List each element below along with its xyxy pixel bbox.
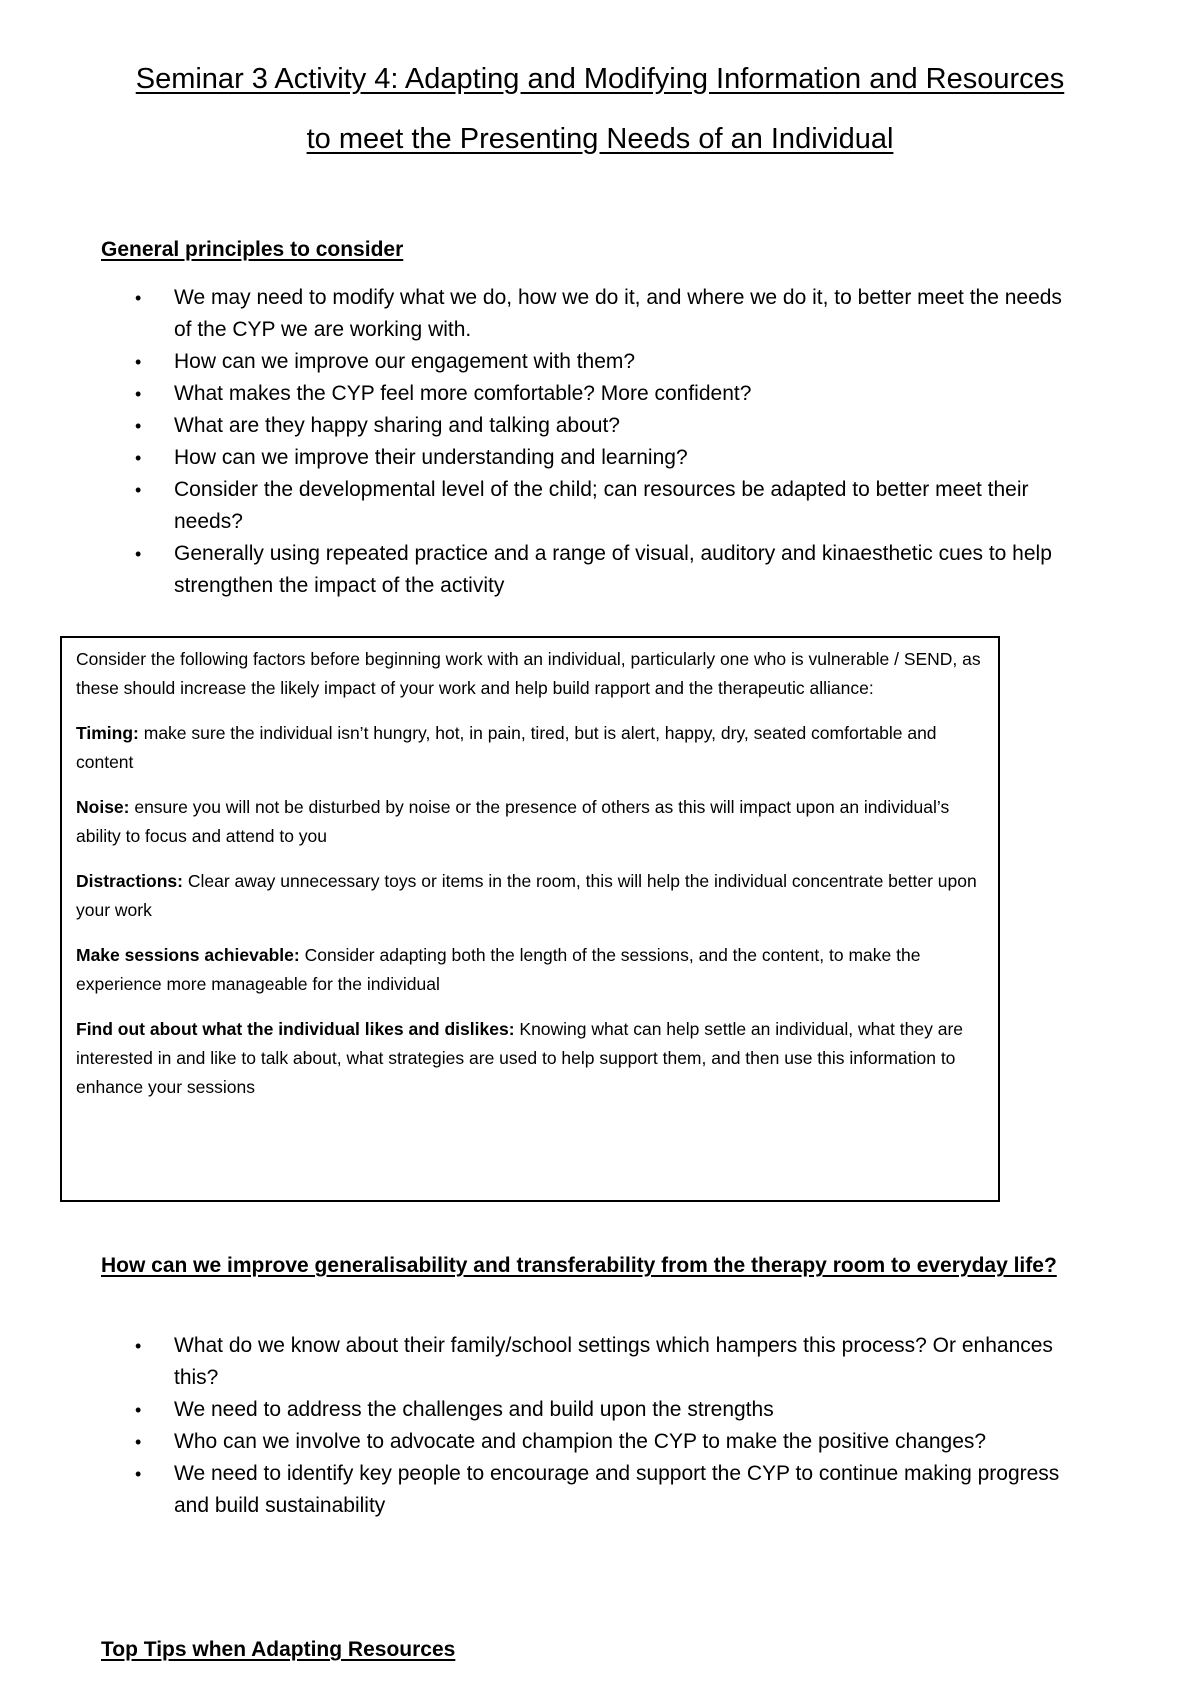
factor-likes-dislikes	[76, 1015, 998, 1102]
list-item	[101, 442, 1081, 474]
list-item	[101, 410, 1081, 442]
list-item-text: Generally using repeated practice and a range of visual, auditory and kinaesthetic cues to help strengthen the impact of the activity	[174, 542, 1052, 597]
list-item	[101, 1458, 1081, 1522]
bullet-icon: •	[135, 544, 142, 564]
factor-timing	[76, 719, 998, 777]
factor-label: Timing:	[76, 723, 139, 743]
generalisability-list	[101, 1330, 1081, 1522]
factor-noise	[76, 793, 998, 851]
bullet-icon: •	[135, 384, 142, 404]
factor-label: Make sessions achievable:	[76, 945, 300, 965]
bullet-icon: •	[135, 416, 142, 436]
bullet-icon: •	[135, 448, 142, 468]
factor-text: Clear away unnecessary toys or items in the room, this will help the individual concentrate better upon your work	[76, 871, 977, 920]
bullet-icon: •	[135, 288, 142, 308]
factor-text: Consider adapting both the length of the sessions, and the content, to make the experience more manageable for the individual	[76, 945, 921, 994]
list-item-text: Consider the developmental level of the child; can resources be adapted to better meet their needs?	[174, 478, 1029, 533]
list-item-text: Who can we involve to advocate and champion the CYP to make the positive changes?	[174, 1430, 987, 1453]
factor-text: Knowing what can help settle an individual, what they are interested in and like to talk about, what strategies are used to help support them, and then use this information to enhance your sessions	[76, 1019, 964, 1097]
general-principles-list	[101, 282, 1081, 602]
bullet-icon: •	[135, 352, 142, 372]
list-item	[101, 346, 1081, 378]
list-item-text: We need to address the challenges and build upon the strengths	[174, 1398, 774, 1421]
factor-distractions	[76, 867, 998, 925]
list-item-text: What do we know about their family/school settings which hampers this process? Or enhances this?	[174, 1334, 1053, 1389]
list-item-text: How can we improve our engagement with them?	[174, 350, 636, 373]
list-item	[101, 1426, 1081, 1458]
list-item	[101, 1394, 1081, 1426]
bullet-icon: •	[135, 1464, 142, 1484]
list-item-text: We need to identify key people to encourage and support the CYP to continue making progress and build sustainability	[174, 1462, 1060, 1517]
factor-text: make sure the individual isn’t hungry, hot, in pain, tired, but is alert, happy, dry, seated comfortable and content	[76, 723, 937, 772]
bullet-icon: •	[135, 1336, 142, 1356]
factor-achievable-sessions	[76, 941, 998, 999]
list-item	[101, 1330, 1081, 1394]
list-item-text: We may need to modify what we do, how we do it, and where we do it, to better meet the needs of the CYP we are working with.	[174, 286, 1062, 341]
factor-label: Noise:	[76, 797, 130, 817]
list-item	[101, 282, 1081, 346]
box-intro: Consider the following factors before beginning work with an individual, particularly one who is vulnerable / SEND, as these should increase the likely impact of your work and help build rapport and the therapeutic alliance:	[76, 649, 981, 698]
bullet-icon: •	[135, 1432, 142, 1452]
considerations-box	[60, 636, 1000, 1202]
bullet-icon: •	[135, 1400, 142, 1420]
page-title-line-1: Seminar 3 Activity 4: Adapting and Modifying Information and Resources	[135, 63, 1065, 95]
top-tips-heading: Top Tips when Adapting Resources	[101, 1638, 456, 1661]
bullet-icon: •	[135, 480, 142, 500]
list-item-text: What are they happy sharing and talking about?	[174, 414, 620, 437]
generalisability-heading: How can we improve generalisability and transferability from the therapy room to everyday life?	[101, 1254, 1057, 1277]
list-item	[101, 538, 1081, 602]
factor-text: ensure you will not be disturbed by noise or the presence of others as this will impact upon an individual’s ability to focus and attend to you	[76, 797, 950, 846]
list-item	[101, 378, 1081, 410]
factor-label: Distractions:	[76, 871, 183, 891]
page-title-line-2: to meet the Presenting Needs of an Individual	[306, 123, 894, 155]
factor-label: Find out about what the individual likes and dislikes:	[76, 1019, 515, 1039]
list-item-text: How can we improve their understanding and learning?	[174, 446, 688, 469]
list-item-text: What makes the CYP feel more comfortable? More confident?	[174, 382, 752, 405]
list-item	[101, 474, 1081, 538]
general-principles-heading: General principles to consider	[101, 238, 404, 261]
